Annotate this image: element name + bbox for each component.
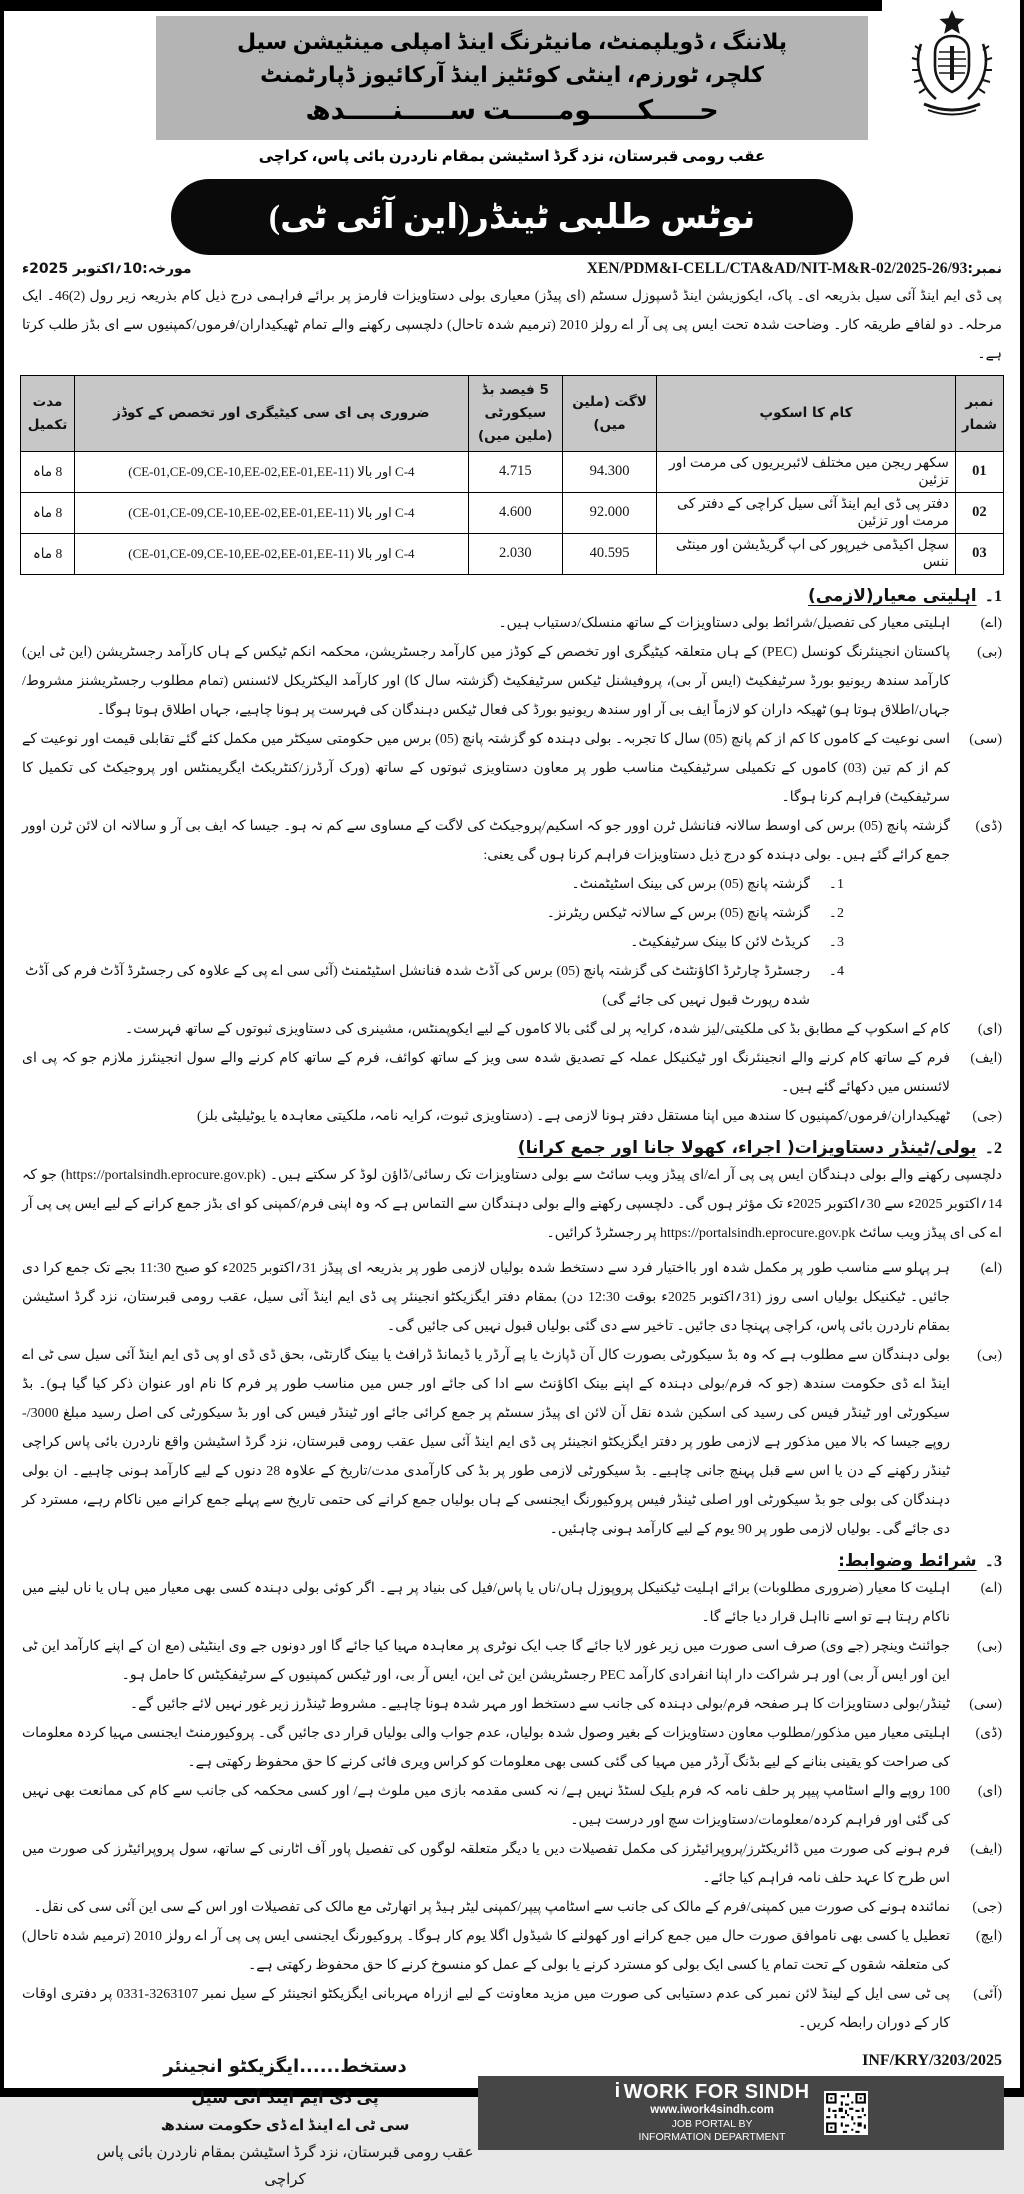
list-item [22,609,1002,638]
section-2-intro: دلچسپی رکھنے والے بولی دہندگان ایس پی پی آر اے/ای پیڈز ویب سائٹ سے بولی دستاویزات تک رسائی/ڈاؤن لوڈ کر سکتے ہیں۔ (https://portalsindh.eprocure.gov.pk) جو کہ 14؍اکتوبر 2025ء سے 30؍اکتوبر 2025ء تک مؤثر ہوں گی۔ دلچسپی رکھنے والے بولی دہندگان سے التماس ہے کہ وہ اپنی فرم/کمپنی کو ای بڈز جمع کرانے کے لیے ایس پی پی آر اے کی ای پیڈز ویب سائٹ https://portalsindh.eprocure.gov.pk پر رجسٹرڈ کرائیں۔ [22,1167,1002,1241]
reference-number-label: نمبر: [967,261,1002,278]
list-item [22,1341,1002,1544]
item-label: (سی) [969,1696,1002,1712]
date-label: مورخہ: [142,261,192,278]
department-line-1: پلاننگ ، ڈویلپمنٹ، مانیٹرنگ اینڈ امپلی مینٹیشن سیل [236,29,788,54]
section-number: 2۔ [984,1139,1002,1157]
item-text: گزشتہ پانچ (05) برس کی اوسط سالانہ فنانشل ٹرن اوور جو کہ اسکیم/پروجیکٹ کی لاگت کے مساوی سے کم نہ ہو۔ جیسا کہ ایف بی آر و سالانہ ان لائن ٹرن اوور جمع کرائے گئے ہیں۔ بولی دہندہ کو درج ذیل دستاویزات فراہم کرنا ہوں گی یعنی: [22,818,950,863]
section-number: 3۔ [984,1552,1002,1570]
sublist-text: گزشتہ پانچ (05) برس کی بینک اسٹیٹمنٹ۔ [571,876,810,892]
work-for-sindh-text [615,2081,810,2144]
scope-cell: سچل اکیڈمی خیرپور کی اپ گریڈیشن اور مینٹی ننس [657,533,956,574]
cost-cell: 40.595 [562,533,656,574]
work-for-sindh-label: WORK FOR SINDH [623,2081,810,2104]
list-item [22,1980,1002,2038]
pec-cell: C-4 اور بالا (CE-01,CE-09,CE-10,EE-02,EE-01,EE-11) [75,533,469,574]
list-item [22,725,1002,812]
scope-cell: سکھر ریجن میں مختلف لائبریریوں کی مرمت اور تزئین [657,451,956,492]
works-table [20,375,1004,575]
table-header-row [21,376,1004,452]
item-label: (اے) [980,1260,1002,1276]
sublist-text: رجسٹرڈ چارٹرڈ اکاؤنٹنٹ کی گزشتہ پانچ (05) برس کی آڈٹ شدہ فنانشل اسٹیٹمنٹ (آئی سی اے پی کے علاوہ کی رجسٹرڈ آڈٹ فرم کی آڈٹ شدہ رپورٹ قبول نہیں کی جائے گی) [25,963,810,1008]
serial-cell: 03 [955,533,1003,574]
serial-cell: 01 [955,451,1003,492]
sublist-item [20,928,844,957]
sublist-number: 1۔ [828,876,844,892]
iwork-icon: i [614,2080,621,2103]
sublist-text: گزشتہ پانچ (05) برس کے سالانہ ٹیکس ریٹرنز۔ [546,905,810,921]
item-label: (بی) [977,644,1002,660]
list-item [22,1690,1002,1719]
intro-paragraph: پی ڈی ایم اینڈ آئی سیل بذریعہ ای۔ پاک، ایکوزیشن اینڈ ڈسپوزل سسٹم (ای پیڈز) معیاری بولی دستاویزات فارمز پر برائے فراہمی درج ذیل کام بذریعہ زیر رول (2)46۔ ایک مرحلہ۔ دو لفافے طریقہ کار۔ وضاحت شدہ تحت ایس پی پی آر اے رولز 2010 (ترمیم شدہ تاحال) دلچسپی رکھنے والے تمام ٹھیکیداران/فرموں/کمپنیوں سے ای بڈز طلب کرتا ہے۔ [22,289,1002,363]
pec-cell: C-4 اور بالا (CE-01,CE-09,CE-10,EE-02,EE-01,EE-11) [75,451,469,492]
footer-right-column [478,2050,1004,2150]
table-row [21,492,1004,533]
signature-line: دستخط......ایگزیکٹو انجینئر [163,2055,407,2077]
bid-security-cell: 4.600 [468,492,562,533]
item-text: پاکستان انجینئرنگ کونسل (PEC) کے ہاں متعلقہ کیٹیگری اور تخصص کے کوڈز میں کارآمد رجسٹریشن، محکمہ انکم ٹیکس کے ہاں کارآمد رجسٹریشن (این ٹی این) کارآمد سندھ ریونیو بورڈ سرٹیفکیٹ (ایس آر بی)، پروفیشنل ٹیکس سرٹیفکیٹ (گزشتہ سال کا) اور کارآمد الیکٹریکل لائسنس (تمام مطلوب رجسٹریشنز مشروط/جہاں/اطلاق ہوتا ہو) ٹھیکہ داران کو لازماً ایف بی آر اور سندھ ریونیو بورڈ کی فعال ٹیکس دہندگان کی فہرست پر ہونا چاہیے، جہاں اطلاق ہوتا ہوگا۔ [22,644,950,718]
signature-address: عقب رومی قبرستان، نزد گرڈ اسٹیشن بمقام ناردرن بائی پاس کراچی [96,2144,474,2188]
item-text: پی ٹی سی ایل کے لینڈ لائن نمبر کی عدم دستیابی کی صورت میں مزید معاونت کے لیے ازراہ مہربانی ایگزیکٹو انجینئر کے سیل نمبر 3263107-0331 پر دفتری اوقات کار کے دوران رابطہ کریں۔ [22,1986,950,2031]
qr-code-icon [824,2091,868,2135]
col-serial: نمبر شمار [955,376,1003,452]
list-item [22,1102,1002,1131]
item-text: اسی نوعیت کے کاموں کا کم از کم پانچ (05) سال کا تجربہ۔ بولی دہندہ کو گزشتہ پانچ (05) برس میں حکومتی سیکٹر میں مکمل کئے گئے تقابلی قیمت اور نوعیت کے کم از کم تین (03) کاموں کے تکمیلی سرٹیفکیٹ مناسب طور پر معاون دستاویزی ثبوتوں کے ساتھ (ورک آرڈرز/کنٹریکٹ ایگریمنٹس اور پروجیکٹ کی تکمیل کا سرٹیفکیٹ) فراہم کرنا ہوگا۔ [22,731,950,805]
section-2-heading [22,1138,1002,1158]
section-title: شرائط وضوابط: [838,1550,977,1571]
section-title: اہلیتی معیار(لازمی) [807,585,977,606]
item-label: (اے) [980,1580,1002,1596]
list-item [22,812,1002,870]
sindh-emblem-icon [908,8,996,120]
inf-reference-number: INF/KRY/3203/2025 [862,2051,1002,2069]
sublist-number: 4۔ [828,963,844,979]
sublist-item [20,870,844,899]
col-cost: لاگت (ملین میں) [562,376,656,452]
scope-cell: دفتر پی ڈی ایم اینڈ آئی سیل کراچی کے دفتر کی مرمت اور تزئین [657,492,956,533]
list-item [22,1835,1002,1893]
pec-cell: C-4 اور بالا (CE-01,CE-09,CE-10,EE-02,EE-01,EE-11) [75,492,469,533]
sublist-item [20,957,844,1015]
item-text: ہر پہلو سے مناسب طور پر مکمل شدہ اور بااختیار فرد سے دستخط شدہ بولیاں لازمی طور پر بذریعہ ای پیڈز 31؍اکتوبر 2025ء کو صبح 11:30 بجے تک جمع کرا دی جائیں۔ ٹیکنیکل بولیاں اسی روز (31؍اکتوبر 2025ء بوقت 12:30 دن) بمقام دفتر ایگزیکٹو انجینئر پی ڈی ایم اینڈ آئی سیل، عقب رومی قبرستان، نزد گرڈ اسٹیشن بمقام ناردرن بائی پاس، کراچی پہنچا دی جائیں۔ تاخیر سے دی گئی بولیاں قبول نہیں کی جائیں گی۔ [22,1260,951,1334]
cost-cell: 94.300 [562,451,656,492]
item-label: (جی) [972,1108,1002,1124]
header [20,2,1004,166]
bid-security-cell: 4.715 [468,451,562,492]
duration-cell: 8 ماہ [21,533,75,574]
list-item [22,1922,1002,1980]
bid-security-cell: 2.030 [468,533,562,574]
item-text: اہلیتی معیار میں مذکور/مطلوب معاون دستاویزات کے بغیر وصول شدہ بولیاں، عدم جواب والی بولیاں قرار دی جائیں گی۔ پروکیورمنٹ ایجنسی مہیا کردہ معلومات کی صراحت کو یقینی بنانے کے لیے بڈنگ آرڈر میں مہیا کی گئی کسی بھی معلومات کو کراس ویری فائی کرنے کا حق محفوظ رکھتی ہے۔ [22,1725,950,1770]
signature-block [92,2050,478,2194]
item-label: (ای) [977,1783,1002,1799]
sublist-number: 2۔ [828,905,844,921]
item-text: ٹینڈر/بولی دستاویزات کا ہر صفحہ فرم/بولی دہندہ کی جانب سے دستخط اور مہر شدہ ہونا چاہیے۔ مشروط ٹینڈرز زیر غور نہیں لائے جائیں گے۔ [129,1696,950,1712]
work-for-sindh-title [615,2081,810,2103]
list-item [22,1044,1002,1102]
footer [20,2050,1004,2194]
item-label: (سی) [969,731,1002,747]
page-title: نوٹس طلبی ٹینڈر(این آئی ٹی) [268,199,756,237]
item-text: جوائنٹ وینچر (جے وی) صرف اسی صورت میں زیر غور لایا جائے گا جب ایک نوٹری پر معاہدہ مہیا کیا جائے گا اور دونوں جے وی اینٹیٹی (مع ان کے اپنے کارآمد این ٹی این اور ایس آر بی) اور ہر شراکت دار اپنا انفرادی کارآمد PEC رجسٹریشن این ٹی این، ایس آر بی، اور ٹیکس کمپنیوں کے سرٹیفکیٹس کا حامل ہو۔ [22,1638,950,1683]
serial-cell: 02 [955,492,1003,533]
item-text: بولی دہندگان سے مطلوب ہے کہ وہ بڈ سیکورٹی بصورت کال آن ڈپازٹ یا پے آرڈر یا ڈیمانڈ ڈرافٹ یا بینک گارنٹی، بحق ڈی ڈی او پی ڈی ایم اینڈ آئی سیل سی ٹی اے اینڈ اے ڈی حکومت سندھ (جو کہ فرم/بولی دہندہ کے اپنے بینک اکاؤنٹ سے ادا کی جائے اور جس میں مناسب طور پر فرم کا نام اور عنوان ذکر کیا گیا ہو)۔ بڈ سیکورٹی اور ٹینڈر فیس کی رسید کی اسکین شدہ نقل آن لائن ای پیڈز سسٹم پر جمع کرائی جائے اور ٹینڈر فیس کی اور بڈ سیکورٹی کی اصل رسید مبلغ 3000/- روپے جیسا کہ بالا میں مذکور ہے لازمی طور پر دفتر ایگزیکٹو انجینئر پی ڈی ایم اینڈ آئی سیل عقب رومی قبرستان، نزد گرڈ اسٹیشن واقع ناردرن بائی پاس کراچی ٹینڈر رکھنے کے دن یا اس سے قبل پہنچ جانی چاہیے۔ بڈ سیکورٹی لازمی طور پر بڈ کی کارآمدی مدت/تاریخ کے علاوہ 28 دنوں کے لیے کارآمد ہونی چاہیے۔ ان بولی دہندگان کی بولی جو بڈ سیکورٹی اور اصلی ٹینڈر فیس پروکیورنگ ایجنسی کے ہاں بولیاں جمع کرانے کی حتمی تاریخ سے پہلے جمع کرانے میں ناکام رہے، مسترد کر دی جائے گی۔ بولیاں لازمی طور پر 90 یوم کے لیے کارآمد ہونی چاہئیں۔ [22,1347,951,1537]
work-for-sindh-url: www.iwork4sindh.com [650,2104,774,2117]
information-department-line: INFORMATION DEPARTMENT [638,2131,786,2144]
item-label: (ایچ) [975,1928,1002,1944]
list-item [22,1719,1002,1777]
duration-cell: 8 ماہ [21,492,75,533]
document-sublist [20,870,844,1015]
reference-number [587,260,1002,278]
col-pec-codes: ضروری پی ای سی کیٹیگری اور تخصص کے کوڈز [75,376,469,452]
item-text: نمائندہ ہونے کی صورت میں کمپنی/فرم کے مالک کی جانب سے اسٹامپ پیپر/کمپنی لیٹر ہیڈ پر اتھارٹی مع مالک کی تفصیلات اور اس کے سی این آئی سی کی نقل۔ [33,1899,950,1915]
item-text: اہلیت کا معیار (ضروری مطلوبات) برائے اہلیت ٹیکنیکل پروپوزل ہاں/ناں یا پاس/فیل کی بنیاد پر ہے۔ اگر کوئی بولی دہندہ کسی بھی معیار میں ہاں یا ناں لینے میں ناکام رہتا ہے تو اسے نااہل قرار دیا جائے گا۔ [22,1580,950,1625]
item-label: (ایف) [970,1841,1002,1857]
sublist-number: 3۔ [828,934,844,950]
item-label: (ای) [977,1021,1002,1037]
title-banner [171,179,853,255]
work-for-sindh-banner [478,2076,1004,2150]
list-item [22,1015,1002,1044]
job-portal-line: JOB PORTAL BY [671,2118,753,2131]
sublist-text: کریڈٹ لائن کا بینک سرٹیفکیٹ۔ [630,934,810,950]
reference-number-value: XEN/PDM&I-CELL/CTA&AD/NIT-M&R-02/2025-26/93 [586,260,968,278]
section-number: 1۔ [984,587,1002,605]
office-address: عقب رومی قبرستان، نزد گرڈ اسٹیشن بمقام ناردرن بائی پاس، کراچی [258,149,766,166]
list-item [22,1777,1002,1835]
table-row [21,533,1004,574]
item-text: فرم ہونے کی صورت میں ڈائریکٹرز/پروپرائیٹرز کی مکمل تفصیلات دیں یا دیگر متعلقہ لوگوں کی تفصیل پاور آف اٹارنی کے ساتھ، سول پروپرائیٹرز کی صورت میں اس طرح کا عہد حلف نامہ فراہم کیا جائے۔ [22,1841,951,1886]
notice-date [22,260,192,278]
list-item [22,1893,1002,1922]
item-text: 100 روپے والے اسٹامپ پیپر پر حلف نامہ کہ فرم بلیک لسٹڈ نہیں ہے/ نہ کسی مقدمہ بازی میں ملوث ہے/ اور کسی محکمہ کی جانب سے کام کی ممانعت بھی نہیں کی گئی اور فراہم کردہ/معلومات/دستاویزات سچ اور درست ہیں۔ [22,1783,950,1828]
section-title: بولی/ٹینڈر دستاویزات( اجراء، کھولا جانا اور جمع کرانا) [517,1137,977,1158]
item-label: (آئی) [973,1986,1002,2002]
table-row [21,451,1004,492]
signature-department: سی ٹی اے اینڈ اے ڈی حکومت سندھ [160,2117,410,2134]
list-item [22,638,1002,725]
item-text: اہلیتی معیار کی تفصیل/شرائط بولی دستاویزات کے ساتھ منسلک/دستیاب ہیں۔ [498,615,950,631]
item-label: (بی) [977,1638,1002,1654]
item-text: کام کے اسکوپ کے مطابق بڈ کی ملکیتی/لیز شدہ، کرایہ پر لی گئی بالا کاموں کے لیے ایکوپمنٹس، مشینری کی دستاویزی ثبوتوں کے ساتھ فہرست۔ [124,1021,950,1037]
cost-cell: 92.000 [562,492,656,533]
item-label: (ڈی) [975,1725,1002,1741]
list-item [22,1632,1002,1690]
col-bid-security: 5 فیصد بڈ سیکورٹی (ملین میں) [468,376,562,452]
item-label: (اے) [980,615,1002,631]
col-duration: مدت تکمیل [21,376,75,452]
item-text: ٹھیکیداران/فرموں/کمپنیوں کا سندھ میں اپنا مستقل دفتر ہونا لازمی ہے۔ (دستاویزی ثبوت، کرایہ نامہ، ملکیتی معاہدہ یا یوٹیلیٹی بلز) [196,1108,950,1124]
department-line-2: کلچر، ٹورزم، اینٹی کوئٹیز اینڈ آرکائیوز ڈپارٹمنٹ [260,62,764,87]
section-1-heading [22,585,1002,606]
item-text: تعطیل یا کسی بھی ناموافق صورت حال میں جمع کرانے اور کھولنے کا شیڈول اگلا یوم کار ہوگا۔ پروکیورنگ ایجنسی ایس پی پی آر اے رولز 2010 (ترمیم شدہ تاحال) کی متعلقہ شقوں کے تحت تمام یا کسی ایک بولی کو مسترد کرنے یا بولی کے عمل کو منسوخ کرنے کا حق محفوظ رکھتی ہے۔ [22,1928,950,1973]
department-header-box [156,16,868,140]
col-scope: کام کا اسکوپ [657,376,956,452]
date-value: 10؍اکتوبر 2025ء [22,261,143,278]
item-text: فرم کے ساتھ کام کرنے والے انجینئرنگ اور ٹیکنیکل عملہ کے تصدیق شدہ سی ویز کے ساتھ کوائف، فرم کے ساتھ کام کرنے والے سول انجینئرز ملازم جو کہ پی ای لائسنس میں دکھائے گئے ہیں۔ [22,1050,950,1095]
government-of-sindh-line: حـــــکـــــومـــــت ســـــنـــــدھ [305,95,719,125]
section-3-heading [22,1551,1002,1571]
duration-cell: 8 ماہ [21,451,75,492]
signature-cell-name: پی ڈی ایم اینڈ آئی سیل [191,2088,379,2108]
item-label: (بی) [977,1347,1002,1363]
list-item [22,1574,1002,1632]
list-item [22,1254,1002,1341]
reference-line [22,260,1002,278]
item-label: (ایف) [970,1050,1002,1066]
item-label: (جی) [972,1899,1002,1915]
item-label: (ڈی) [975,818,1002,834]
sublist-item [20,899,844,928]
